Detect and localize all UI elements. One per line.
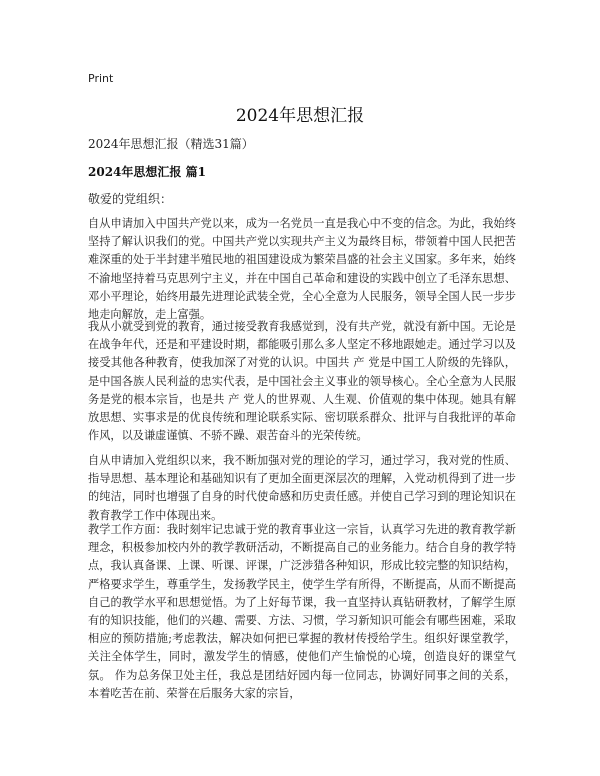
document-subtitle: 2024年思想汇报（精选31篇） bbox=[88, 137, 254, 151]
print-link[interactable]: Print bbox=[88, 72, 114, 85]
page-title: 2024年思想汇报 bbox=[235, 106, 365, 126]
salutation: 敬爱的党组织： bbox=[88, 192, 173, 206]
body-paragraph: 我从小就受到党的教育，通过接受教育我感觉到，没有共产党，就没有新中国。无论是在战争年代，还是和平建设时期，都能吸引那么多人坚定不移地跟她走。通过学习以及接受其他各种教育，使我加深了对党的认识。中国共 产 党是中国工人阶级的先锋队，是中国各族人民利益的忠实代表，是中国社会主义事业的领导核心。全心全意为人民服务是党的根本宗旨，也是共 产 党人的世界观、人生观、价值观的集中体现。她具有解放思想、实事求是的优良传统和理论联系实际、密切联系群众、批评与自我批评的革命作风，以及谦虚谨慎、不骄不躁、艰苦奋斗的光荣传统。 bbox=[88, 320, 516, 443]
body-paragraph: 自从申请加入党组织以来，我不断加强对党的理论的学习，通过学习，我对党的性质、指导思想、基本理论和基础知识有了更加全面更深层次的理解，入党动机得到了进一步的纯洁，同时也增强了自身的时代使命感和历史责任感。并使自己学习到的理论知识在教育教学工作中体现出来。 bbox=[88, 454, 516, 522]
body-paragraph: 自从申请加入中国共产党以来，成为一名党员一直是我心中不变的信念。为此，我始终坚持了解认识我们的党。中国共产党以实现共产主义为最终目标，带领着中国人民把苦难深重的处于半封建半殖民地的祖国建设成为繁荣昌盛的社会主义国家。多年来，始终不渝地坚持着马克思列宁主义，并在中国自己革命和建设的实践中创立了毛泽东思想、邓小平理论，始终用最先进理论武装全党，全心全意为人民服务，领导全国人民一步步地走向解放，走上富强。 bbox=[88, 217, 516, 322]
body-paragraph: 教学工作方面：我时刻牢记忠诚于党的教育事业这一宗旨，认真学习先进的教育教学新理念，积极参加校内外的教学教研活动，不断提高自己的业务能力。结合自身的教学特点，我认真备课、上课、听课、评课，广泛涉猎各种知识，形成比较完整的知识结构，严格要求学生，尊重学生，发扬教学民主，使学生学有所得，不断提高，从而不断提高自己的教学水平和思想觉悟。为了上好每节课，我一直坚持认真钻研教材，了解学生原有的知识技能，他们的兴趣、需要、方法、习惯，学习新知识可能会有哪些困难，采取相应的预防措施;考虑教法，解决如何把已掌握的教材传授给学生。组织好课堂教学，关注全体学生，同时，激发学生的情感，使他们产生愉悦的心境，创造良好的课堂气氛。 作为总务保卫处主任，我总是团结好园内每一位同志，协调好同事之间的关系，本着吃苦在前、荣誉在后服务大家的宗旨， bbox=[88, 523, 516, 700]
section-heading: 2024年思想汇报 篇1 bbox=[88, 165, 206, 179]
